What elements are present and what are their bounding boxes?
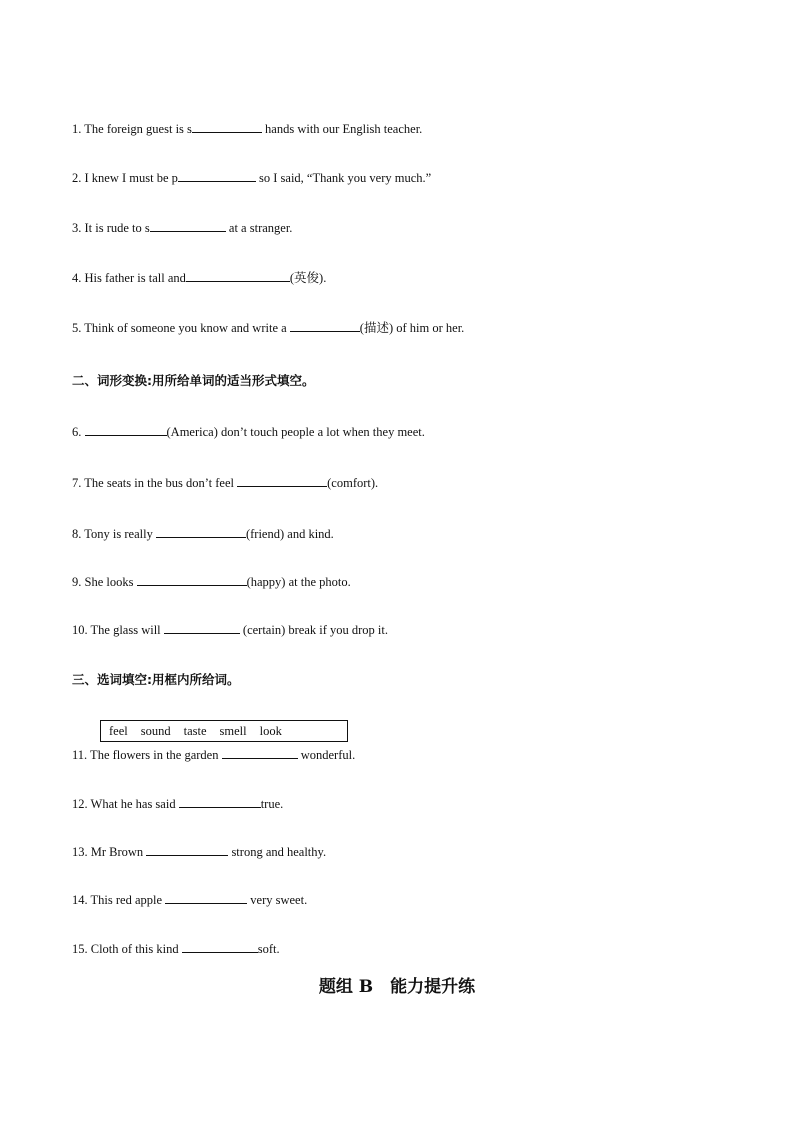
answer-blank-4[interactable] — [186, 269, 290, 282]
answer-blank-5[interactable] — [290, 319, 360, 332]
question-10-text-end: (certain) break if you drop it. — [242, 623, 388, 637]
question-11 — [72, 746, 355, 763]
question-10 — [72, 621, 388, 638]
section-b-title: 题组 B 能力提升练 — [318, 977, 476, 997]
question-9 — [72, 573, 351, 590]
question-13 — [72, 843, 326, 860]
question-7 — [72, 474, 378, 491]
question-4-text-end: (英俊). — [289, 271, 327, 285]
word-box-item: sound — [140, 724, 171, 738]
question-13-text-end: strong and healthy. — [231, 845, 327, 859]
answer-blank-13[interactable] — [146, 843, 228, 856]
question-11-text: 11. The flowers in the garden — [72, 748, 219, 762]
question-14-text-end: very sweet. — [250, 893, 308, 907]
question-3 — [72, 219, 292, 236]
word-box-item: taste — [183, 724, 207, 738]
question-2-text: 2. I knew I must be p — [72, 171, 178, 185]
question-8-text-end: (friend) and kind. — [245, 527, 334, 541]
question-8 — [72, 525, 334, 542]
answer-blank-3[interactable] — [150, 219, 226, 232]
question-2 — [72, 169, 431, 186]
question-6-text: 6. — [72, 425, 82, 439]
answer-blank-8[interactable] — [156, 525, 246, 538]
question-3-text: 3. It is rude to s — [72, 221, 150, 235]
question-4 — [72, 269, 326, 286]
word-box-item: feel — [109, 724, 128, 738]
question-15-text-end: soft. — [257, 942, 280, 956]
word-box-item: look — [259, 724, 282, 738]
question-14 — [72, 891, 307, 908]
answer-blank-15[interactable] — [182, 940, 258, 953]
question-2-text-end: so I said, “Thank you very much.” — [259, 171, 432, 185]
section-2-heading: 二、词形变换:用所给单词的适当形式填空。 — [72, 373, 315, 388]
question-6 — [72, 423, 425, 440]
question-12-text-end: true. — [260, 797, 284, 811]
question-10-text: 10. The glass will — [72, 623, 161, 637]
question-15-text: 15. Cloth of this kind — [72, 942, 179, 956]
question-1-text-end: hands with our English teacher. — [265, 122, 423, 136]
question-7-text: 7. The seats in the bus don’t feel — [72, 476, 235, 490]
question-13-text: 13. Mr Brown — [72, 845, 144, 859]
answer-blank-14[interactable] — [165, 891, 247, 904]
question-11-text-end: wonderful. — [300, 748, 356, 762]
question-7-text-end: (comfort). — [327, 476, 379, 490]
word-box — [100, 720, 348, 742]
answer-blank-2[interactable] — [178, 169, 256, 182]
question-5-text-end: (描述) of him or her. — [359, 321, 465, 335]
answer-blank-6[interactable] — [85, 423, 167, 436]
question-4-text: 4. His father is tall and — [72, 271, 186, 285]
answer-blank-11[interactable] — [222, 746, 298, 759]
question-9-text: 9. She looks — [72, 575, 134, 589]
question-14-text: 14. This red apple — [72, 893, 163, 907]
word-box-item: smell — [219, 724, 247, 738]
question-6-text-end: (America) don’t touch people a lot when they meet. — [166, 425, 425, 439]
answer-blank-9[interactable] — [137, 573, 247, 586]
question-15 — [72, 940, 280, 957]
question-5-text: 5. Think of someone you know and write a — [72, 321, 287, 335]
answer-blank-12[interactable] — [179, 795, 261, 808]
question-12 — [72, 795, 283, 812]
question-12-text: 12. What he has said — [72, 797, 176, 811]
question-3-text-end: at a stranger. — [228, 221, 293, 235]
answer-blank-10[interactable] — [164, 621, 240, 634]
question-8-text: 8. Tony is really — [72, 527, 153, 541]
question-5 — [72, 319, 464, 336]
answer-blank-7[interactable] — [237, 474, 327, 487]
question-9-text-end: (happy) at the photo. — [246, 575, 351, 589]
question-1-text: 1. The foreign guest is s — [72, 122, 192, 136]
question-1 — [72, 120, 422, 137]
answer-blank-1[interactable] — [192, 120, 262, 133]
section-3-heading: 三、选词填空:用框内所给词。 — [72, 672, 240, 687]
